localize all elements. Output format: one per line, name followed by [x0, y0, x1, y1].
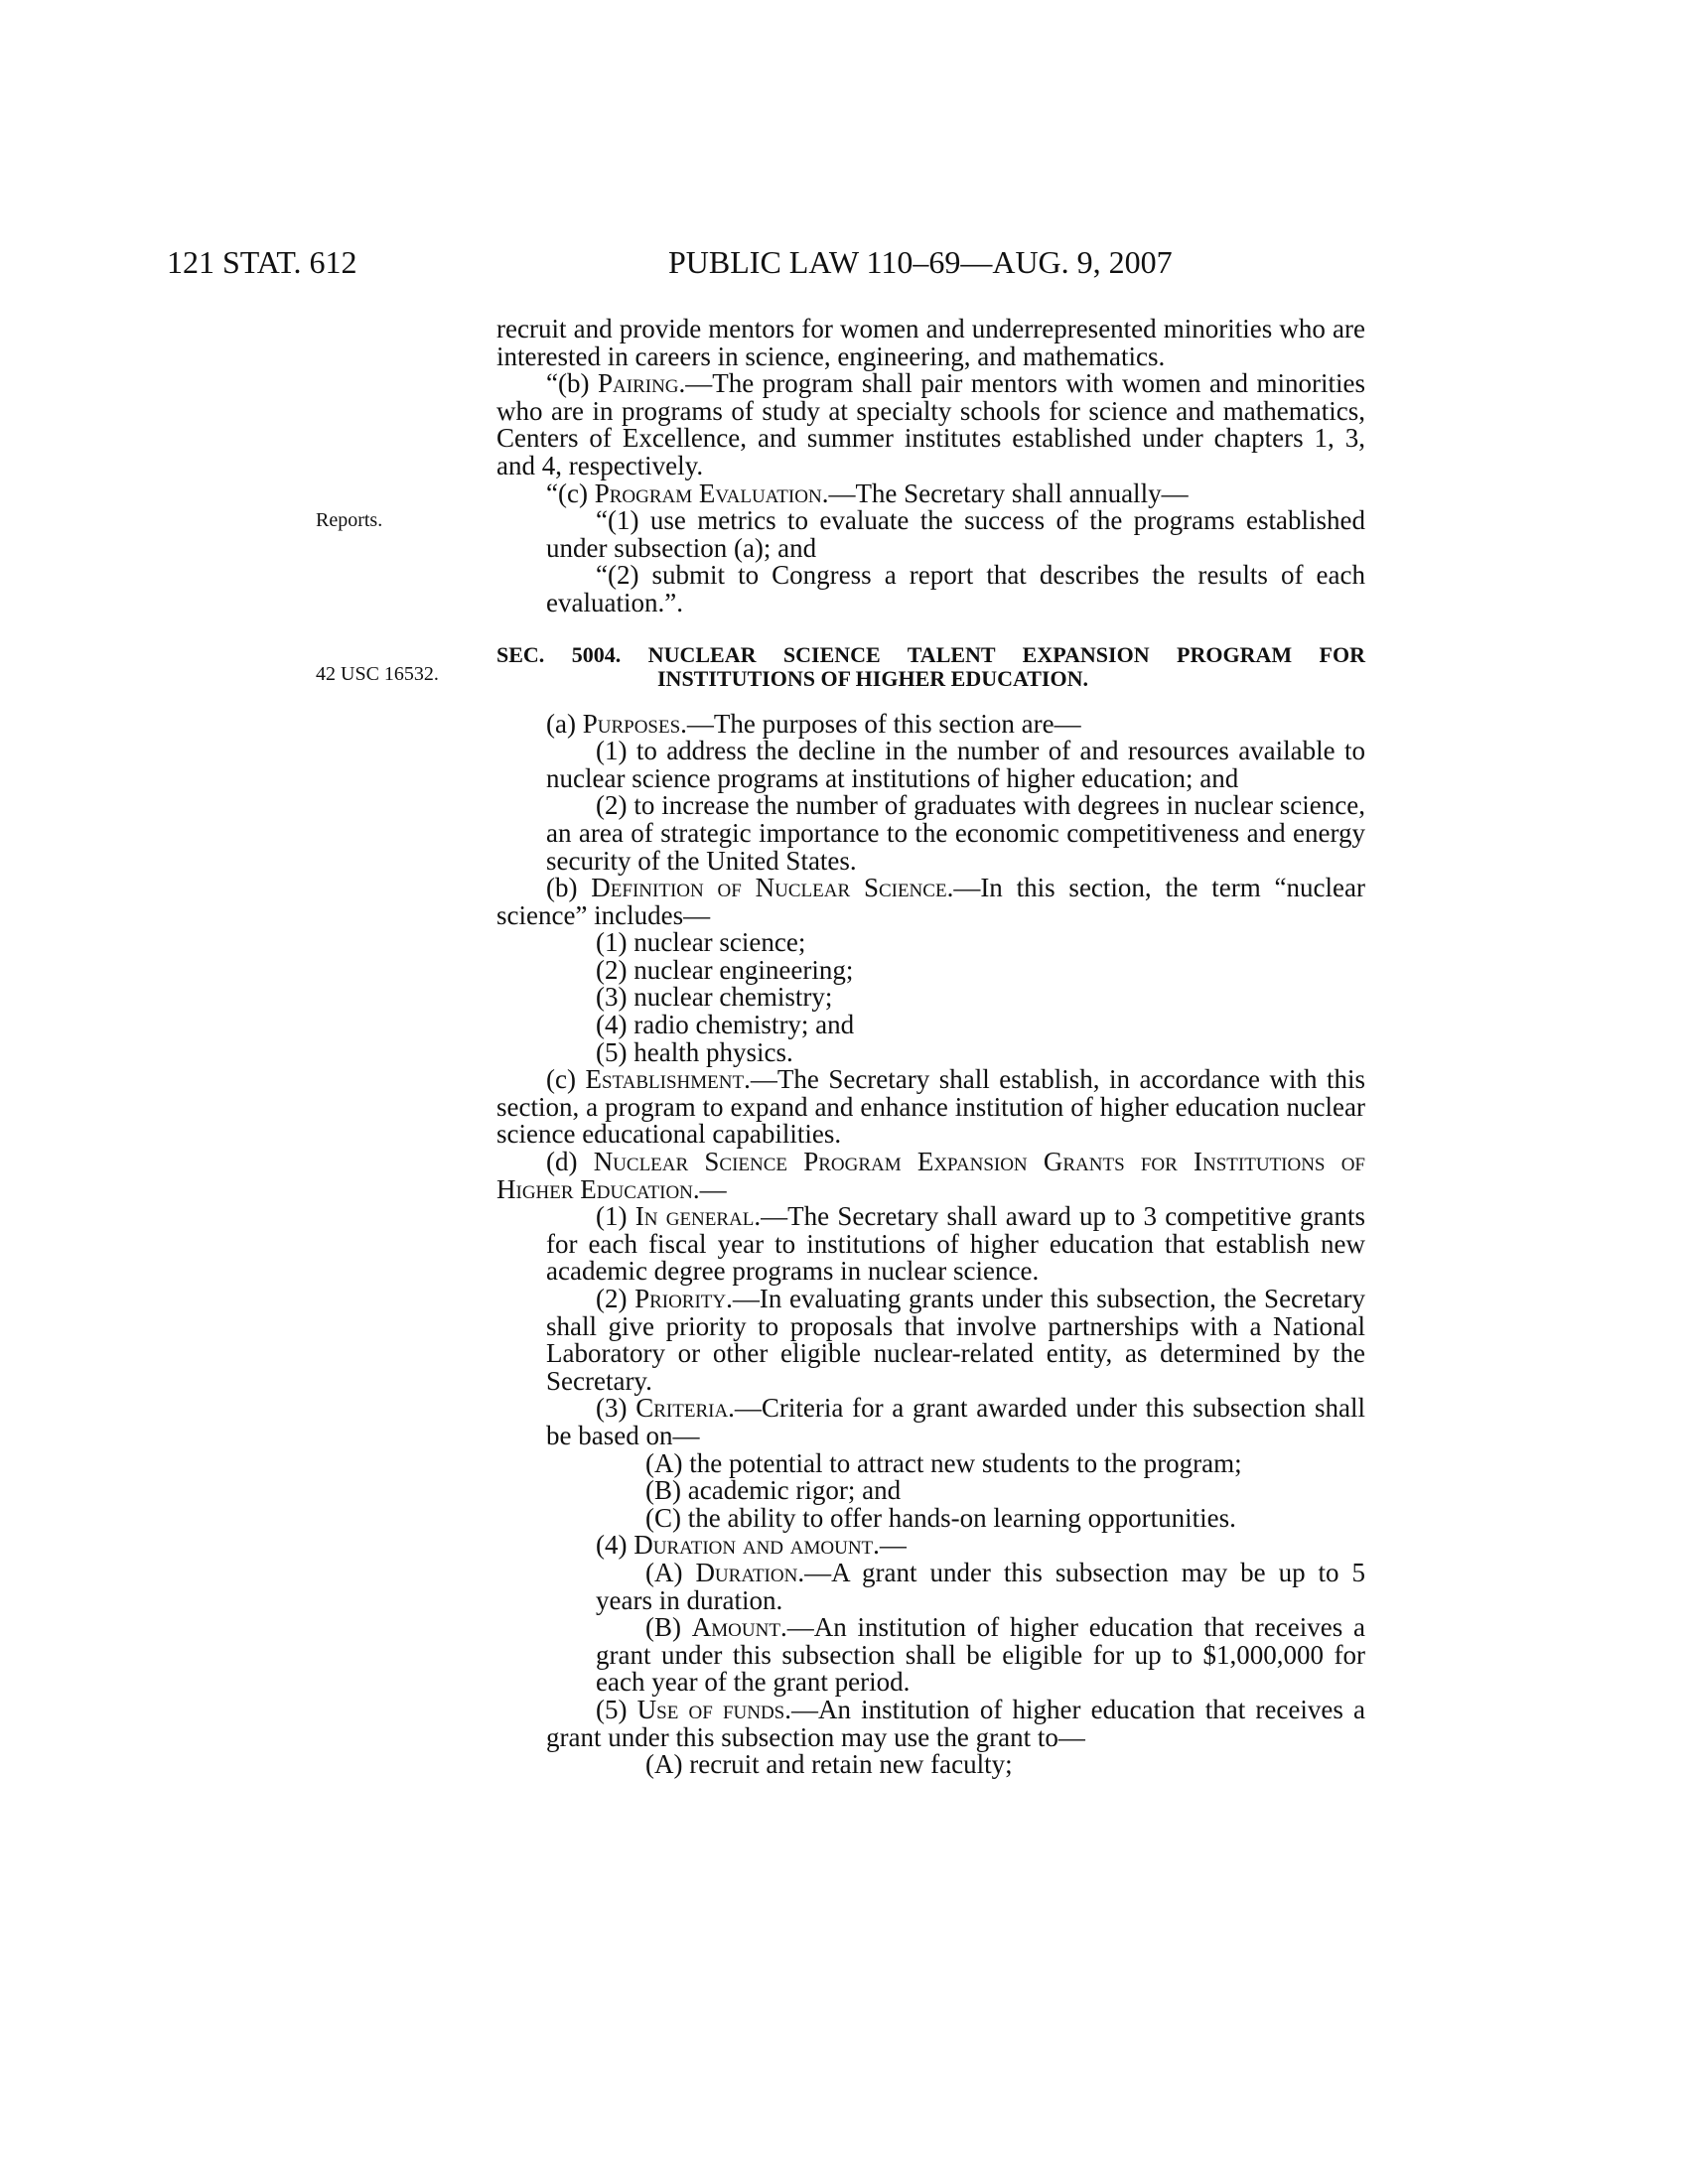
subsection-heading: Pairing: [598, 368, 679, 399]
subsection-c-program-evaluation: “(c) Program Evaluation.—The Secretary shall annually—: [546, 478, 1189, 508]
subsection-b-definition: (b) Definition of Nuclear Science.—In this section, the term “nuclear science” includes—: [496, 873, 1365, 930]
paragraph-a2: (2) to increase the number of graduates with degrees in nuclear science, an area of strategic importance to the economic competitiveness and energy security of the United States.: [546, 790, 1365, 876]
margin-note-usc-cite: 42 USC 16532.: [316, 663, 439, 685]
section-heading-line1: SEC. 5004. NUCLEAR SCIENCE TALENT EXPANSION PROGRAM FOR: [496, 641, 1365, 667]
statute-body: [496, 316, 1365, 1779]
subparagraph-d4b-amount: (B) Amount.—An institution of higher education that receives a grant under this subsection shall be eligible for up to $1,000,000 for each year of the grant period.: [596, 1612, 1366, 1698]
subsection-c-establishment: (c) Establishment.—The Secretary shall establish, in accordance with this section, a program to expand and enhance institution of higher education nuclear science educational capabilities.: [496, 1064, 1365, 1150]
paragraph-c1: “(1) use metrics to evaluate the success of the programs established under subsection (a); and: [546, 505, 1365, 563]
subparagraph-d3a: (A) the potential to attract new students to the program;: [645, 1447, 1242, 1478]
stat-page-number: 121 STAT. 612: [167, 244, 357, 280]
paragraph-heading: Duration and amount: [633, 1530, 874, 1561]
paragraph-d4-duration-amount: (4) Duration and amount.—: [596, 1530, 907, 1561]
margin-note-reports: Reports.: [316, 509, 383, 531]
paragraph-heading: Use of funds: [636, 1694, 785, 1724]
section-heading-line2: INSTITUTIONS OF HIGHER EDUCATION.: [657, 665, 1088, 691]
paragraph-d1-in-general: (1) In general.—The Secretary shall award up to 3 competitive grants for each fiscal year to institutions of higher education that establish new academic degree programs in nuclear science.: [546, 1201, 1365, 1287]
definition-item: (5) health physics.: [596, 1036, 793, 1067]
paragraph-d3-criteria: (3) Criteria.—Criteria for a grant awarded under this subsection shall be based on—: [546, 1393, 1366, 1450]
subparagraph-d5a: (A) recruit and retain new faculty;: [645, 1749, 1013, 1780]
subsection-heading: Nuclear Science Program Expansion Grants for Institutions of Higher Education: [496, 1147, 1365, 1204]
subparagraph-heading: Duration: [695, 1557, 798, 1587]
subparagraph-heading: Amount: [691, 1612, 780, 1643]
subsection-b-pairing: “(b) Pairing.—The program shall pair mentors with women and minorities who are in programs of study at specialty schools for science and mathematics, Centers of Excellence, and summer institutes established under chapters 1, 3, and 4, respectively.: [496, 368, 1366, 480]
subsection-heading: Purposes: [582, 708, 681, 739]
law-title: PUBLIC LAW 110–69—AUG. 9, 2007: [668, 244, 1173, 280]
subparagraph-d3b: (B) academic rigor; and: [645, 1475, 902, 1506]
paragraph-c2: “(2) submit to Congress a report that describes the results of each evaluation.”.: [546, 560, 1365, 617]
paragraph-a1: (1) to address the decline in the number of and resources available to nuclear science programs at institutions of higher education; and: [546, 736, 1365, 793]
paragraph-heading: In general: [634, 1201, 755, 1232]
definition-item: (1) nuclear science;: [596, 927, 806, 958]
subsection-heading: Program Evaluation: [594, 478, 822, 508]
subparagraph-d3c: (C) the ability to offer hands-on learning opportunities.: [645, 1502, 1236, 1533]
subsection-heading: Definition of Nuclear Science: [591, 873, 947, 903]
subsection-heading: Establishment: [585, 1064, 745, 1095]
paragraph-heading: Priority: [634, 1284, 727, 1313]
subsection-d-grants: (d) Nuclear Science Program Expansion Grants for Institutions of Higher Education.—: [496, 1147, 1365, 1204]
paragraph-heading: Criteria: [635, 1393, 729, 1424]
continuation-paragraph: recruit and provide mentors for women and underrepresented minorities who are interested in careers in science, engineering, and mathematics.: [496, 314, 1365, 371]
definition-item: (2) nuclear engineering;: [596, 954, 854, 985]
definition-item: (3) nuclear chemistry;: [596, 982, 833, 1013]
section-heading: [496, 643, 1365, 691]
subparagraph-d4a-duration: (A) Duration.—A grant under this subsection may be up to 5 years in duration.: [596, 1557, 1365, 1615]
paragraph-d2-priority: (2) Priority.—In evaluating grants under this subsection, the Secretary shall give priority to proposals that involve partnerships with a National Laboratory or other eligible nuclear-related entity, as determined by the Secretary.: [546, 1284, 1365, 1396]
subsection-a-purposes: (a) Purposes.—The purposes of this section are—: [546, 708, 1081, 739]
definition-item: (4) radio chemistry; and: [596, 1010, 855, 1040]
paragraph-d5-use-of-funds: (5) Use of funds.—An institution of higher education that receives a grant under this subsection may use the grant to—: [546, 1694, 1366, 1752]
